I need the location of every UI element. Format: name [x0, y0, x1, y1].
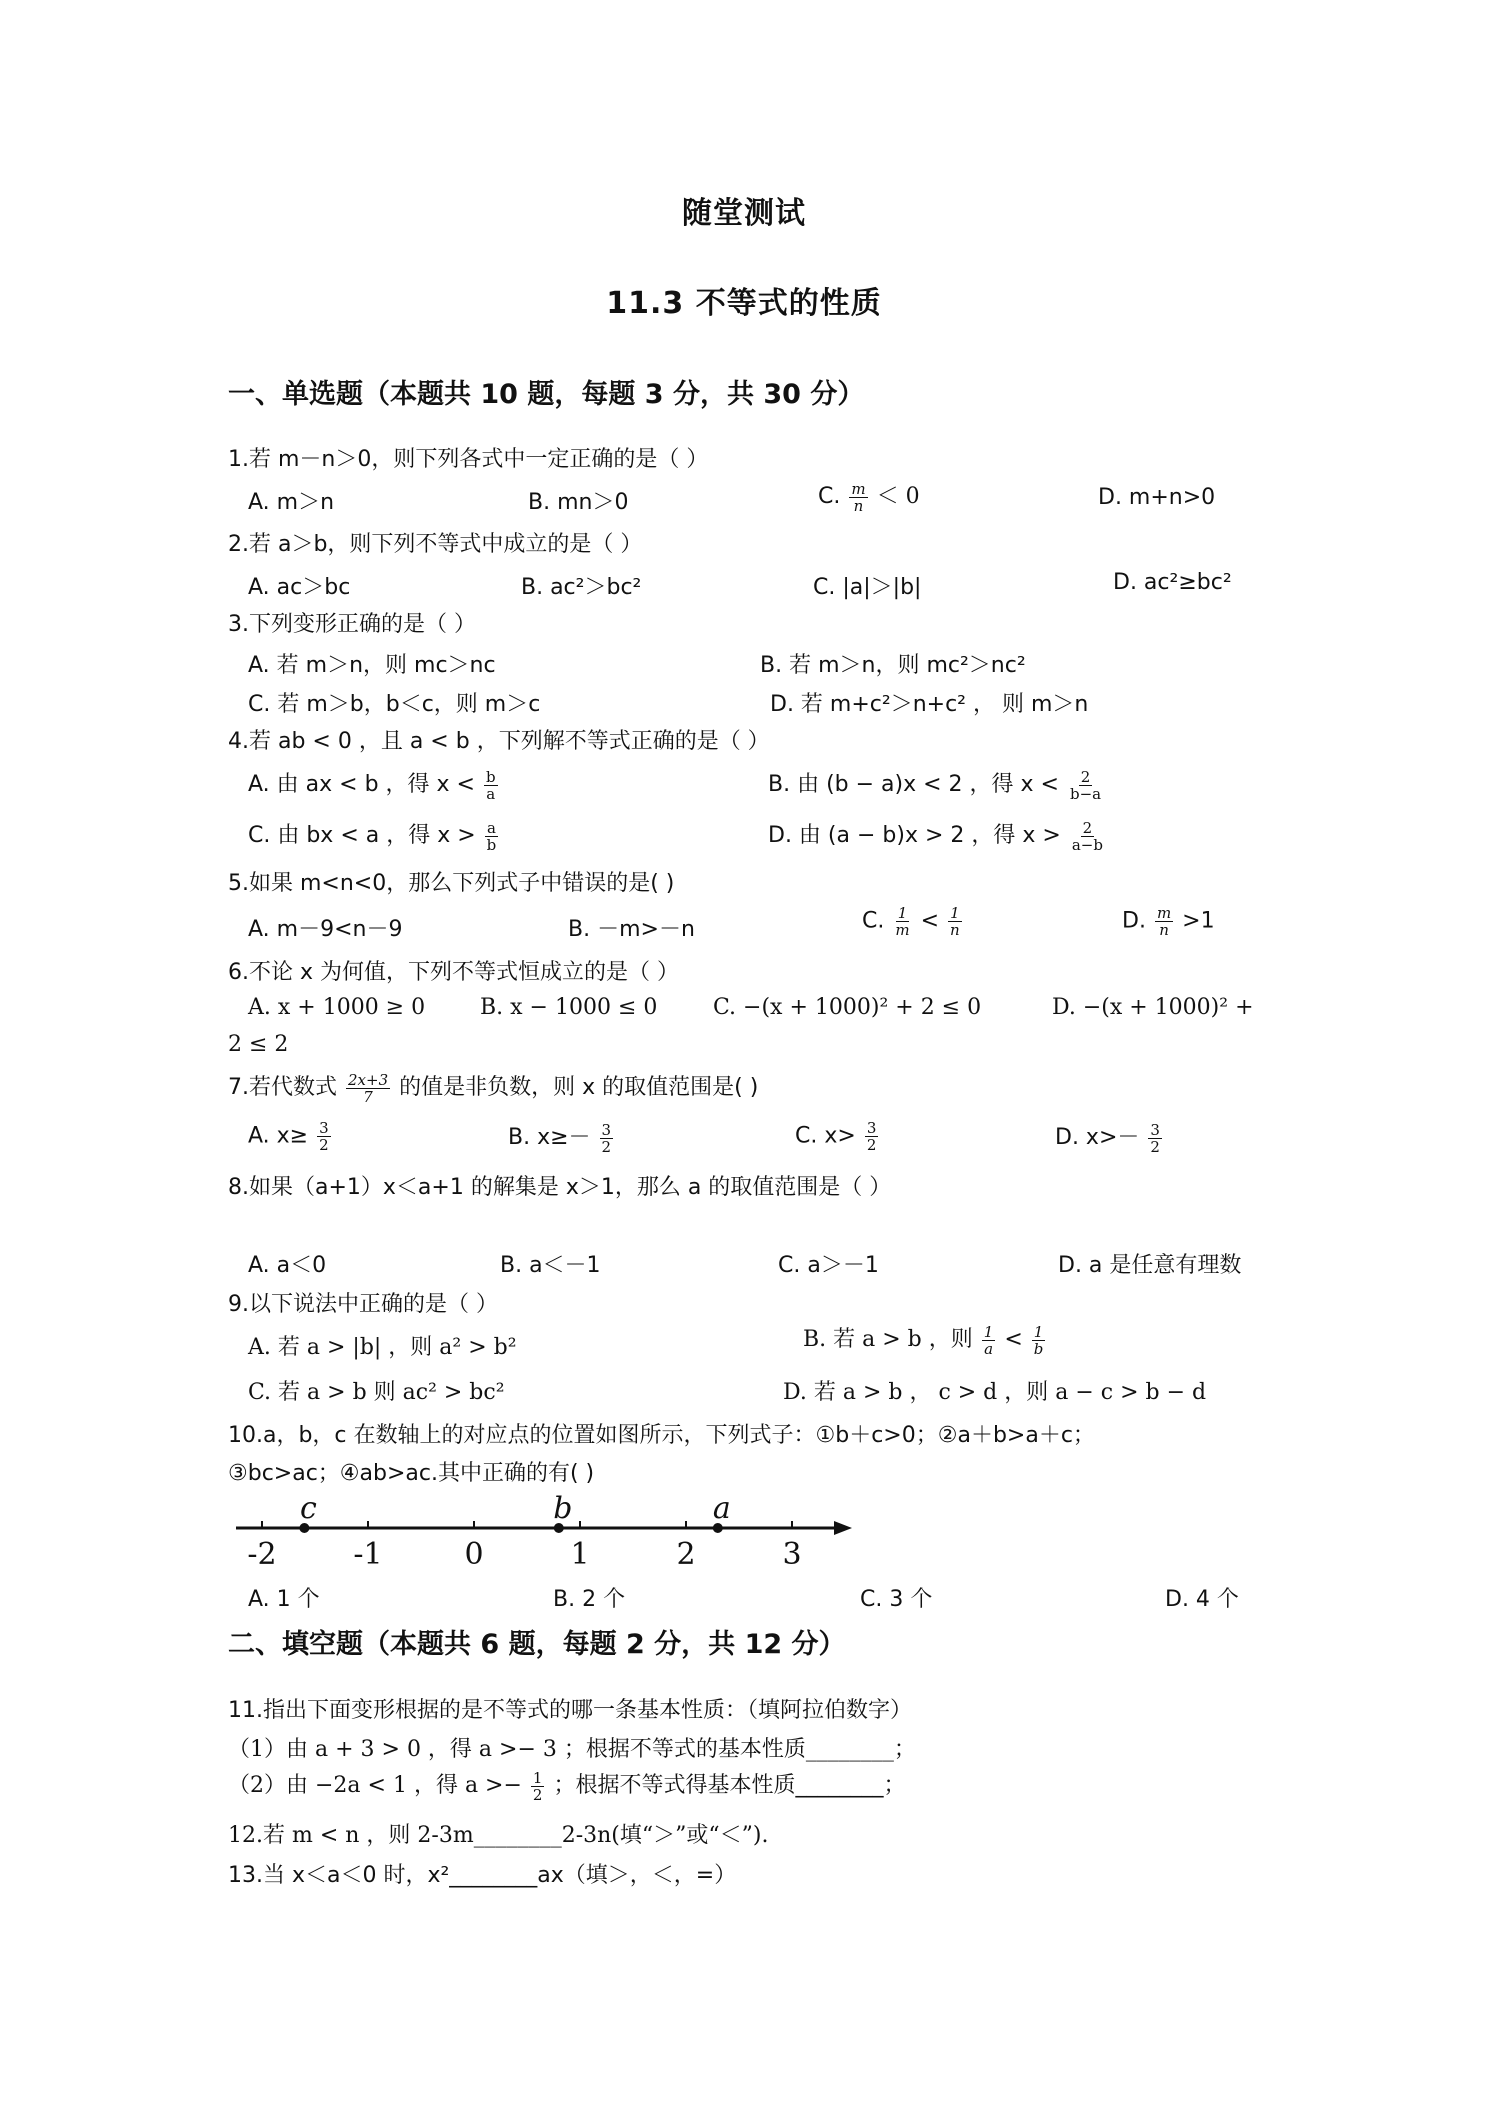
- option-text: >1: [1182, 908, 1215, 934]
- question-7-option-b: [508, 1120, 615, 1155]
- question-10-option-d: D. 4 个: [1165, 1587, 1239, 1612]
- question-9-option-b: [803, 1322, 1047, 1357]
- question-4-option-c: [248, 818, 500, 853]
- question-9-option-d: D. 若 a > b ， c > d ，则 a − c > b − d: [783, 1380, 1207, 1405]
- question-8-option-b: B. a＜－1: [500, 1253, 601, 1278]
- question-10-stem-line2: ③bc>ac；④ab>ac.其中正确的有( ): [228, 1461, 595, 1486]
- question-2-option-a: A. ac＞bc: [248, 575, 351, 600]
- stem-text: 7.若代数式: [228, 1075, 337, 1100]
- fraction: $\frac{3}{2}$: [601, 1120, 612, 1156]
- question-8-stem: 8.如果（a+1）x＜a+1 的解集是 x＞1，那么 a 的取值范围是（ ）: [228, 1175, 892, 1200]
- option-text: D. 由 (a − b)x > 2 ，得 x >: [768, 823, 1061, 848]
- question-11-stem: 11.指出下面变形根据的是不等式的哪一条基本性质：（填阿拉伯数字）: [228, 1698, 912, 1723]
- question-10-stem-line1: 10.a，b，c 在数轴上的对应点的位置如图所示，下列式子：①b＋c>0；②a＋b>a＋c；: [228, 1423, 1095, 1448]
- question-2-option-c: C. |a|＞|b|: [813, 575, 922, 600]
- fraction: $\frac{3}{2}$: [866, 1119, 877, 1154]
- question-4-stem: 4.若 ab < 0 ，且 a < b ，下列解不等式正确的是（ ）: [228, 729, 770, 754]
- question-9-option-a: A. 若 a > |b| ，则 a² > b²: [248, 1335, 517, 1360]
- option-text: B. 若 a > b ，则: [803, 1327, 973, 1352]
- less-than-sign: <: [1004, 1327, 1023, 1352]
- question-3-option-a: A. 若 m＞n，则 mc＞nc: [248, 653, 496, 678]
- question-10-option-c: C. 3 个: [860, 1587, 933, 1612]
- number-line-point-label: a: [712, 1491, 731, 1526]
- question-5-option-c: [862, 905, 964, 938]
- question-1-option-c: [818, 479, 920, 514]
- question-1-option-d: D. m+n>0: [1098, 485, 1216, 510]
- fraction: $\frac{1}{2}$: [532, 1768, 543, 1804]
- number-line-point-label: c: [299, 1491, 317, 1526]
- option-label: C.: [818, 484, 841, 509]
- question-4-option-d: [768, 818, 1107, 853]
- question-3-option-d: D. 若 m+c²＞n+c² ， 则 m＞n: [770, 692, 1089, 717]
- question-2-option-b: B. ac²＞bc²: [521, 575, 642, 600]
- option-text: C. x>: [795, 1123, 856, 1149]
- question-8-option-a: A. a＜0: [248, 1253, 327, 1278]
- option-text: A. x≥: [248, 1123, 309, 1149]
- page-title: 随堂测试: [682, 196, 806, 231]
- question-10-option-b: B. 2 个: [553, 1587, 626, 1612]
- question-6-option-d: D. −(x + 1000)² +: [1052, 995, 1254, 1020]
- question-2-option-d: D. ac²≥bc²: [1113, 570, 1232, 595]
- question-7-option-a: [248, 1120, 333, 1153]
- question-1-option-a: A. m＞n: [248, 490, 335, 515]
- number-line-tick-label: -1: [353, 1537, 383, 1570]
- question-2-stem: 2.若 a＞b，则下列不等式中成立的是（ ）: [228, 532, 643, 557]
- question-5-option-a: A. m－9<n－9: [248, 917, 403, 942]
- question-8-option-d: D. a 是任意有理数: [1058, 1253, 1242, 1278]
- number-line-arrow-icon: [834, 1521, 852, 1535]
- fraction: $\frac{1}{n}$: [950, 904, 960, 939]
- number-line-tick-label: 1: [570, 1537, 590, 1570]
- option-label: C.: [862, 908, 885, 934]
- option-text: ＜ 0: [876, 484, 920, 509]
- question-5-option-b: B. －m>－n: [568, 917, 695, 942]
- number-line-figure: [230, 1490, 870, 1570]
- question-10-option-a: A. 1 个: [248, 1587, 320, 1612]
- number-line-tick-label: 2: [676, 1537, 696, 1570]
- fraction: $\frac{m}{n}$: [851, 479, 866, 515]
- question-7-option-d: [1055, 1120, 1164, 1155]
- option-text: A. 由 ax < b ，得 x <: [248, 772, 475, 797]
- question-7-stem: [228, 1070, 758, 1105]
- question-1-stem: 1.若 m－n＞0，则下列各式中一定正确的是（ ）: [228, 447, 709, 472]
- question-11-part-2: [228, 1768, 905, 1803]
- question-1-option-b: B. mn＞0: [528, 490, 629, 515]
- option-text: C. 由 bx < a ，得 x >: [248, 823, 476, 848]
- fraction: $\frac{m}{n}$: [1156, 904, 1172, 939]
- section-heading-fill-in: 二、填空题（本题共 6 题，每题 2 分，共 12 分）: [228, 1629, 846, 1660]
- option-text: B. x≥－: [508, 1125, 591, 1150]
- part-text: （2）由 −2a < 1 ，得 a >−: [228, 1773, 522, 1798]
- section-heading-single-choice: 一、单选题（本题共 10 题，每题 3 分，共 30 分）: [228, 379, 865, 410]
- question-3-stem: 3.下列变形正确的是（ ）: [228, 612, 476, 637]
- option-text: B. 由 (b − a)x < 2 ，得 x <: [768, 772, 1059, 797]
- fraction: $\frac{3}{2}$: [319, 1119, 329, 1154]
- question-3-option-c: C. 若 m＞b，b＜c，则 m＞c: [248, 692, 541, 717]
- question-4-option-b: [768, 767, 1105, 802]
- number-line-point-label: b: [553, 1491, 573, 1526]
- question-3-option-b: B. 若 m＞n，则 mc²＞nc²: [760, 653, 1026, 678]
- fraction: $\frac{a}{b}$: [486, 818, 497, 854]
- question-4-option-a: [248, 767, 500, 802]
- fraction: $\frac{1}{a}$: [983, 1322, 994, 1358]
- question-5-stem: 5.如果 m<n<0，那么下列式子中错误的是( ): [228, 871, 675, 896]
- less-than-sign: <: [920, 908, 940, 934]
- option-text: D. x>－: [1055, 1125, 1140, 1150]
- fraction: $\frac{1}{m}$: [895, 904, 910, 939]
- question-6-option-c: C. −(x + 1000)² + 2 ≤ 0: [713, 995, 982, 1020]
- fraction: $\frac{2x+3}{7}$: [348, 1070, 389, 1106]
- question-5-option-d: [1122, 905, 1215, 938]
- fraction: $\frac{3}{2}$: [1150, 1120, 1160, 1156]
- fraction: $\frac{2}{b-a}$: [1069, 767, 1102, 803]
- part-text: ；根据不等式得基本性质________；: [553, 1773, 906, 1798]
- page-subtitle: 11.3 不等式的性质: [606, 286, 882, 321]
- stem-text: 的值是非负数，则 x 的取值范围是( ): [399, 1075, 759, 1100]
- question-9-option-c: C. 若 a > b 则 ac² > bc²: [248, 1380, 505, 1405]
- fraction: $\frac{2}{a-b}$: [1071, 818, 1103, 854]
- question-6-stem: 6.不论 x 为何值，下列不等式恒成立的是（ ）: [228, 960, 679, 985]
- question-13-stem: 13.当 x＜a＜0 时，x²________ax（填＞，＜，=）: [228, 1863, 737, 1888]
- option-label: D.: [1122, 908, 1146, 934]
- question-6-option-b: B. x − 1000 ≤ 0: [480, 995, 658, 1020]
- number-line-tick-label: -2: [247, 1537, 277, 1570]
- fraction: $\frac{1}{b}$: [1033, 1322, 1044, 1358]
- number-line-tick-label: 0: [464, 1537, 484, 1570]
- fraction: $\frac{b}{a}$: [485, 767, 496, 803]
- question-12-stem: 12.若 m < n ，则 2-3m________2-3n(填“＞”或“＜”).: [228, 1823, 769, 1848]
- question-11-part-1: （1）由 a + 3 > 0 ，得 a >− 3 ；根据不等式的基本性质________；: [228, 1737, 916, 1762]
- question-6-option-a: A. x + 1000 ≥ 0: [248, 995, 426, 1020]
- question-7-option-c: [795, 1120, 880, 1153]
- question-6-option-d-continued: 2 ≤ 2: [228, 1032, 289, 1057]
- question-8-option-c: C. a＞－1: [778, 1253, 879, 1278]
- question-9-stem: 9.以下说法中正确的是（ ）: [228, 1292, 498, 1317]
- number-line-tick-label: 3: [782, 1537, 802, 1570]
